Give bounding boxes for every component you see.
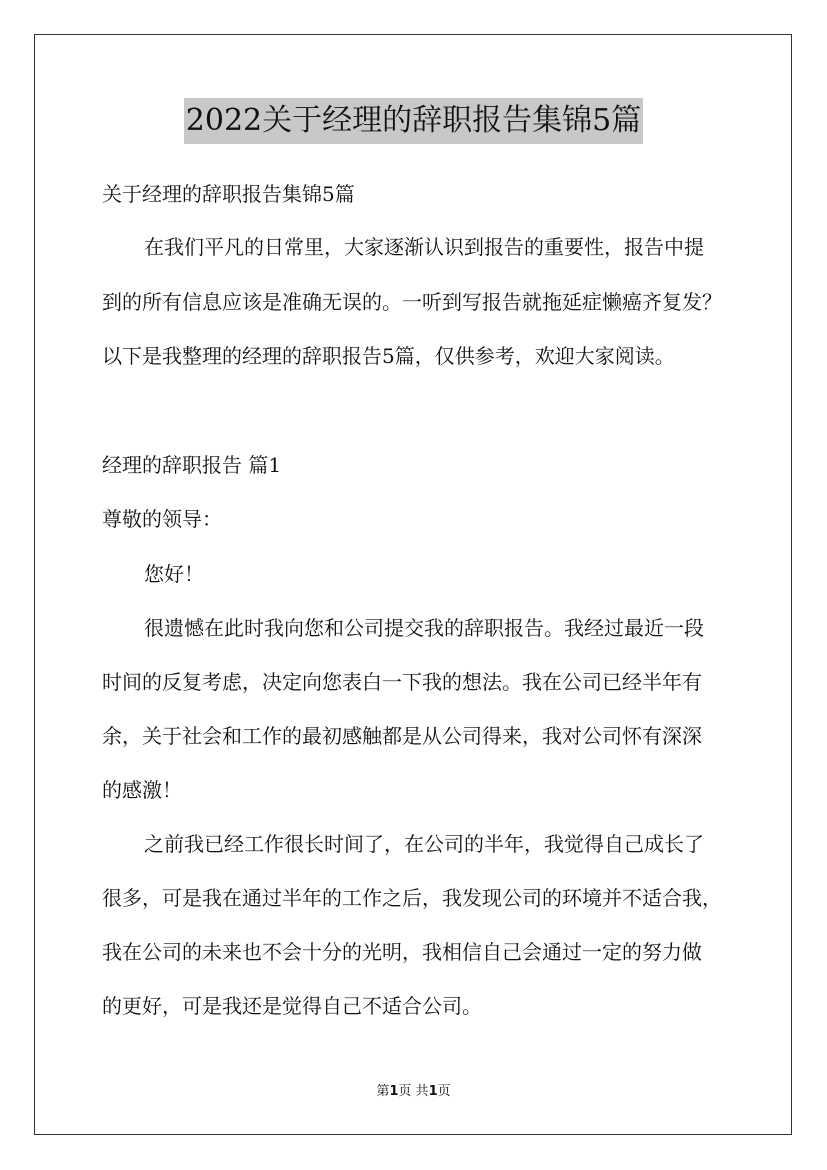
subtitle: 关于经理的辞职报告集锦5篇 bbox=[102, 182, 355, 206]
greeting: 您好！ bbox=[144, 562, 204, 586]
footer-page-mid: 页 共 bbox=[398, 1084, 429, 1099]
document-title: 2022关于经理的辞职报告集锦5篇 bbox=[184, 98, 643, 144]
para1-line-4: 的感激！ bbox=[102, 778, 182, 802]
footer-page-prefix: 第 bbox=[376, 1084, 390, 1099]
para1-line-1: 很遗憾在此时我向您和公司提交我的辞职报告。我经过最近一段 bbox=[144, 616, 704, 640]
title-container bbox=[0, 98, 827, 144]
para2-line-1: 之前我已经工作很长时间了，在公司的半年，我觉得自己成长了 bbox=[144, 832, 704, 856]
para2-line-3: 我在公司的未来也不会十分的光明，我相信自己会通过一定的努力做 bbox=[102, 940, 702, 964]
page-footer bbox=[0, 1083, 827, 1101]
footer-page-suffix: 页 bbox=[437, 1084, 451, 1099]
section-heading: 经理的辞职报告 篇1 bbox=[102, 453, 282, 477]
intro-line-1: 在我们平凡的日常里，大家逐渐认识到报告的重要性，报告中提 bbox=[144, 235, 704, 259]
para1-line-2: 时间的反复考虑，决定向您表白一下我的想法。我在公司已经半年有 bbox=[102, 670, 702, 694]
intro-line-3: 以下是我整理的经理的辞职报告5篇，仅供参考，欢迎大家阅读。 bbox=[102, 344, 675, 368]
footer-page-total: 1 bbox=[428, 1084, 438, 1099]
para1-line-3: 余，关于社会和工作的最初感触都是从公司得来，我对公司怀有深深 bbox=[102, 724, 702, 748]
para2-line-4: 的更好，可是我还是觉得自己不适合公司。 bbox=[102, 994, 482, 1018]
intro-line-2: 到的所有信息应该是准确无误的。一听到写报告就拖延症懒癌齐复发？ bbox=[102, 290, 722, 314]
footer-page-current: 1 bbox=[389, 1084, 399, 1099]
salutation: 尊敬的领导： bbox=[102, 507, 222, 531]
para2-line-2: 很多，可是我在通过半年的工作之后，我发现公司的环境并不适合我， bbox=[102, 886, 722, 910]
